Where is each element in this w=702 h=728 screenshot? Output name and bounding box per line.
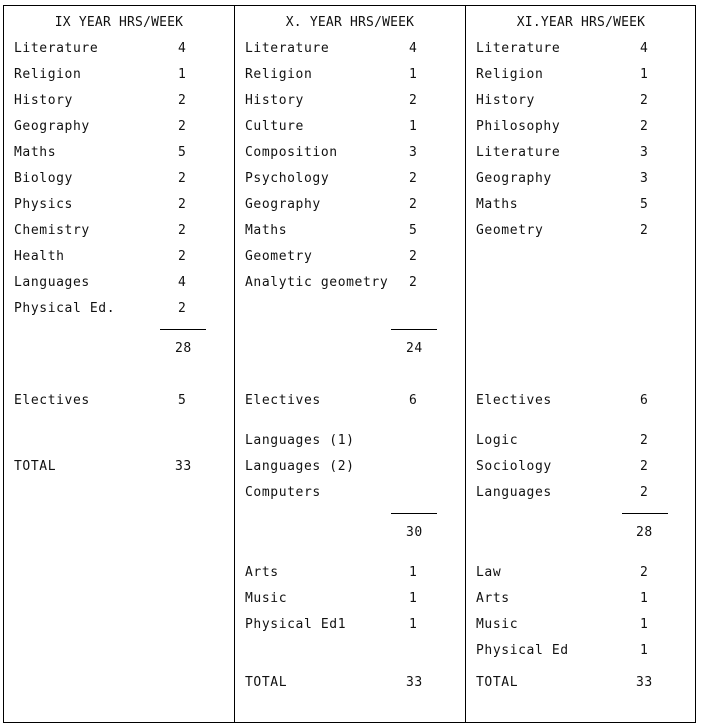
subject-hours: 3 [640,171,649,186]
extra-hours: 1 [409,617,418,632]
subject-hours: 5 [640,197,649,212]
subject-name: Health [14,249,65,264]
subject-hours: 1 [178,67,187,82]
subject-hours: 4 [178,41,187,56]
elective-item: Computers [245,485,321,500]
elective-item: Logic [476,433,519,448]
extra-subject: Arts [245,565,279,580]
column-header-x: X. YEAR HRS/WEEK [285,15,415,30]
subject-hours: 2 [178,249,187,264]
extra-hours: 1 [640,591,649,606]
subject-name: History [14,93,73,108]
subject-name: Analytic geometry [245,275,389,290]
electives-label: Electives [14,393,90,408]
sum-rule [391,329,437,330]
subtotal-value: 28 [175,341,192,356]
subject-name: History [245,93,304,108]
subject-hours: 3 [640,145,649,160]
subject-name: Geography [14,119,90,134]
elective-hours: 2 [640,433,649,448]
column-header-ix: IX YEAR HRS/WEEK [54,15,184,30]
subject-name: Religion [14,67,82,82]
subject-hours: 2 [178,223,187,238]
subject-hours: 2 [178,93,187,108]
elective-hours: 2 [640,485,649,500]
column-divider [234,5,235,723]
subject-name: Psychology [245,171,330,186]
subject-name: Chemistry [14,223,90,238]
table-frame [3,5,696,723]
extra-subject: Arts [476,591,510,606]
electives-hours: 6 [640,393,649,408]
total-value: 33 [636,675,653,690]
subject-hours: 5 [409,223,418,238]
subject-hours: 4 [178,275,187,290]
electives-hours: 5 [178,393,187,408]
subject-hours: 4 [409,41,418,56]
subject-hours: 2 [409,197,418,212]
subject-hours: 3 [409,145,418,160]
extra-hours: 1 [640,617,649,632]
subject-hours: 2 [178,197,187,212]
subject-hours: 1 [640,67,649,82]
extra-hours: 1 [409,591,418,606]
sum-rule [391,513,437,514]
subject-hours: 5 [178,145,187,160]
subject-name: Literature [245,41,330,56]
elective-item: Languages (1) [245,433,355,448]
sum-rule [622,513,668,514]
total-label: TOTAL [245,675,288,690]
subject-hours: 2 [409,275,418,290]
subject-hours: 2 [409,93,418,108]
electives-hours: 6 [409,393,418,408]
extra-hours: 2 [640,565,649,580]
column-divider [465,5,466,723]
subject-name: Languages [14,275,90,290]
elective-item: Languages (2) [245,459,355,474]
subject-name: Physics [14,197,73,212]
subject-hours: 1 [409,119,418,134]
subject-name: Maths [14,145,57,160]
total-value: 33 [175,459,192,474]
elective-item: Sociology [476,459,552,474]
electives-label: Electives [476,393,552,408]
extra-subject: Music [245,591,288,606]
subject-hours: 2 [409,249,418,264]
subject-hours: 4 [640,41,649,56]
subject-name: Religion [245,67,313,82]
subject-name: Geometry [245,249,313,264]
subject-name: Literature [14,41,99,56]
subject-name: Composition [245,145,338,160]
subject-name: Maths [476,197,519,212]
subject-name: Philosophy [476,119,561,134]
total-label: TOTAL [476,675,519,690]
total-value: 33 [406,675,423,690]
subject-name: Literature [476,145,561,160]
extra-subject: Physical Ed1 [245,617,347,632]
extra-subject: Physical Ed [476,643,569,658]
subject-name: Literature [476,41,561,56]
total-label: TOTAL [14,459,57,474]
subject-name: Religion [476,67,544,82]
extra-hours: 1 [409,565,418,580]
subject-hours: 2 [640,223,649,238]
subject-name: Physical Ed. [14,301,116,316]
elective-hours: 2 [640,459,649,474]
subject-name: Geometry [476,223,544,238]
subtotal-value: 28 [636,525,653,540]
subject-name: Culture [245,119,304,134]
subtotal-value: 24 [406,341,423,356]
subject-name: Biology [14,171,73,186]
subject-hours: 2 [640,93,649,108]
subject-name: History [476,93,535,108]
electives-label: Electives [245,393,321,408]
subject-hours: 2 [178,119,187,134]
subject-name: Maths [245,223,288,238]
sum-rule [160,329,206,330]
elective-item: Languages [476,485,552,500]
subject-name: Geography [245,197,321,212]
subject-hours: 2 [178,301,187,316]
subject-hours: 2 [178,171,187,186]
subject-hours: 1 [409,67,418,82]
subject-hours: 2 [409,171,418,186]
subtotal-value: 30 [406,525,423,540]
subject-name: Geography [476,171,552,186]
subject-hours: 2 [640,119,649,134]
extra-subject: Law [476,565,502,580]
extra-hours: 1 [640,643,649,658]
extra-subject: Music [476,617,519,632]
column-header-xi: XI.YEAR HRS/WEEK [516,15,646,30]
